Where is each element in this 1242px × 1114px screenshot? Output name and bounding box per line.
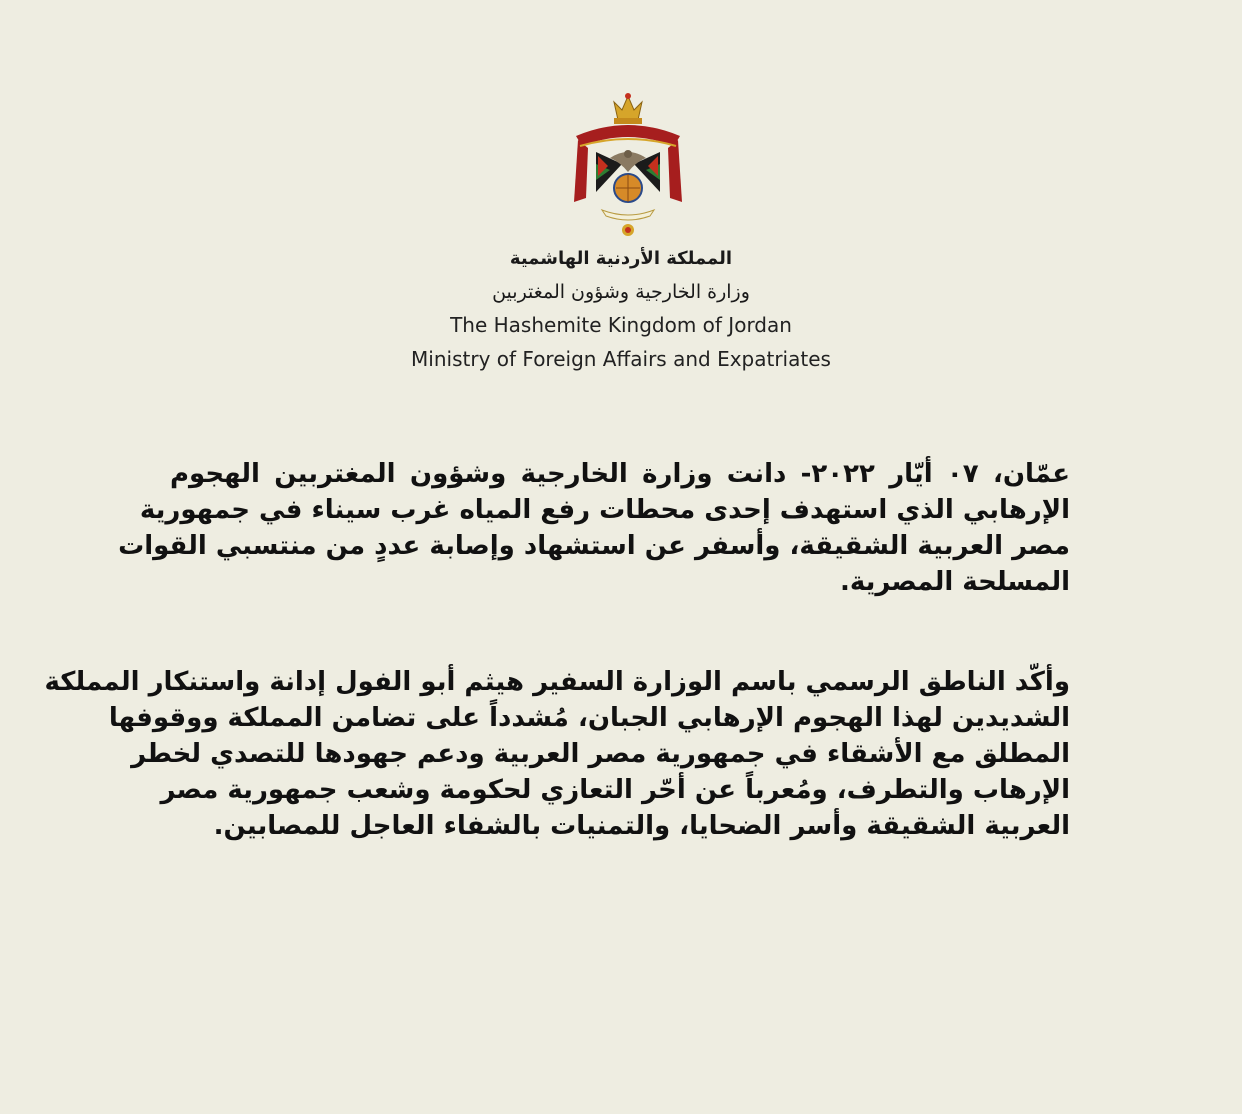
arabic-ministry-title: وزارة الخارجية وشؤون المغتربين <box>492 281 750 303</box>
text-line: عمّان، ٠٧ أيّار ٢٠٢٢- دانت وزارة الخارجية وشؤون المغتربين الهجوم <box>170 459 1070 489</box>
text-line: المطلق مع الأشقاء في جمهورية مصر العربية ودعم جهودها للتصدي لخطر <box>131 739 1070 769</box>
text-line: الإرهاب والتطرف، ومُعرباً عن أحّر التعازي لحكومة وشعب جمهورية مصر <box>160 775 1070 805</box>
text-line: مصر العربية الشقيقة، وأسفر عن استشهاد وإصابة عددٍ من منتسبي القوات <box>118 531 1070 561</box>
english-kingdom-title: The Hashemite Kingdom of Jordan <box>450 313 792 337</box>
text-line: العربية الشقيقة وأسر الضحايا، والتمنيات بالشفاء العاجل للمصابين. <box>213 811 1070 841</box>
text-line: وأكّد الناطق الرسمي باسم الوزارة السفير هيثم أبو الفول إدانة واستنكار المملكة <box>44 667 1070 697</box>
text-line: الشديدين لهذا الهجوم الإرهابي الجبان، مُشدداً على تضامن المملكة ووقوفها <box>108 703 1070 733</box>
arabic-kingdom-title: المملكة الأردنية الهاشمية <box>509 248 733 269</box>
paragraph-1 <box>118 456 1070 600</box>
text-line: الإرهابي الذي استهدف إحدى محطات رفع المياه غرب سيناء في جمهورية <box>139 495 1070 525</box>
paragraph-2 <box>44 664 1070 844</box>
jordan-coat-of-arms-icon <box>566 92 690 242</box>
english-ministry-title: Ministry of Foreign Affairs and Expatriates <box>411 347 831 371</box>
text-line: المسلحة المصرية. <box>839 567 1070 597</box>
